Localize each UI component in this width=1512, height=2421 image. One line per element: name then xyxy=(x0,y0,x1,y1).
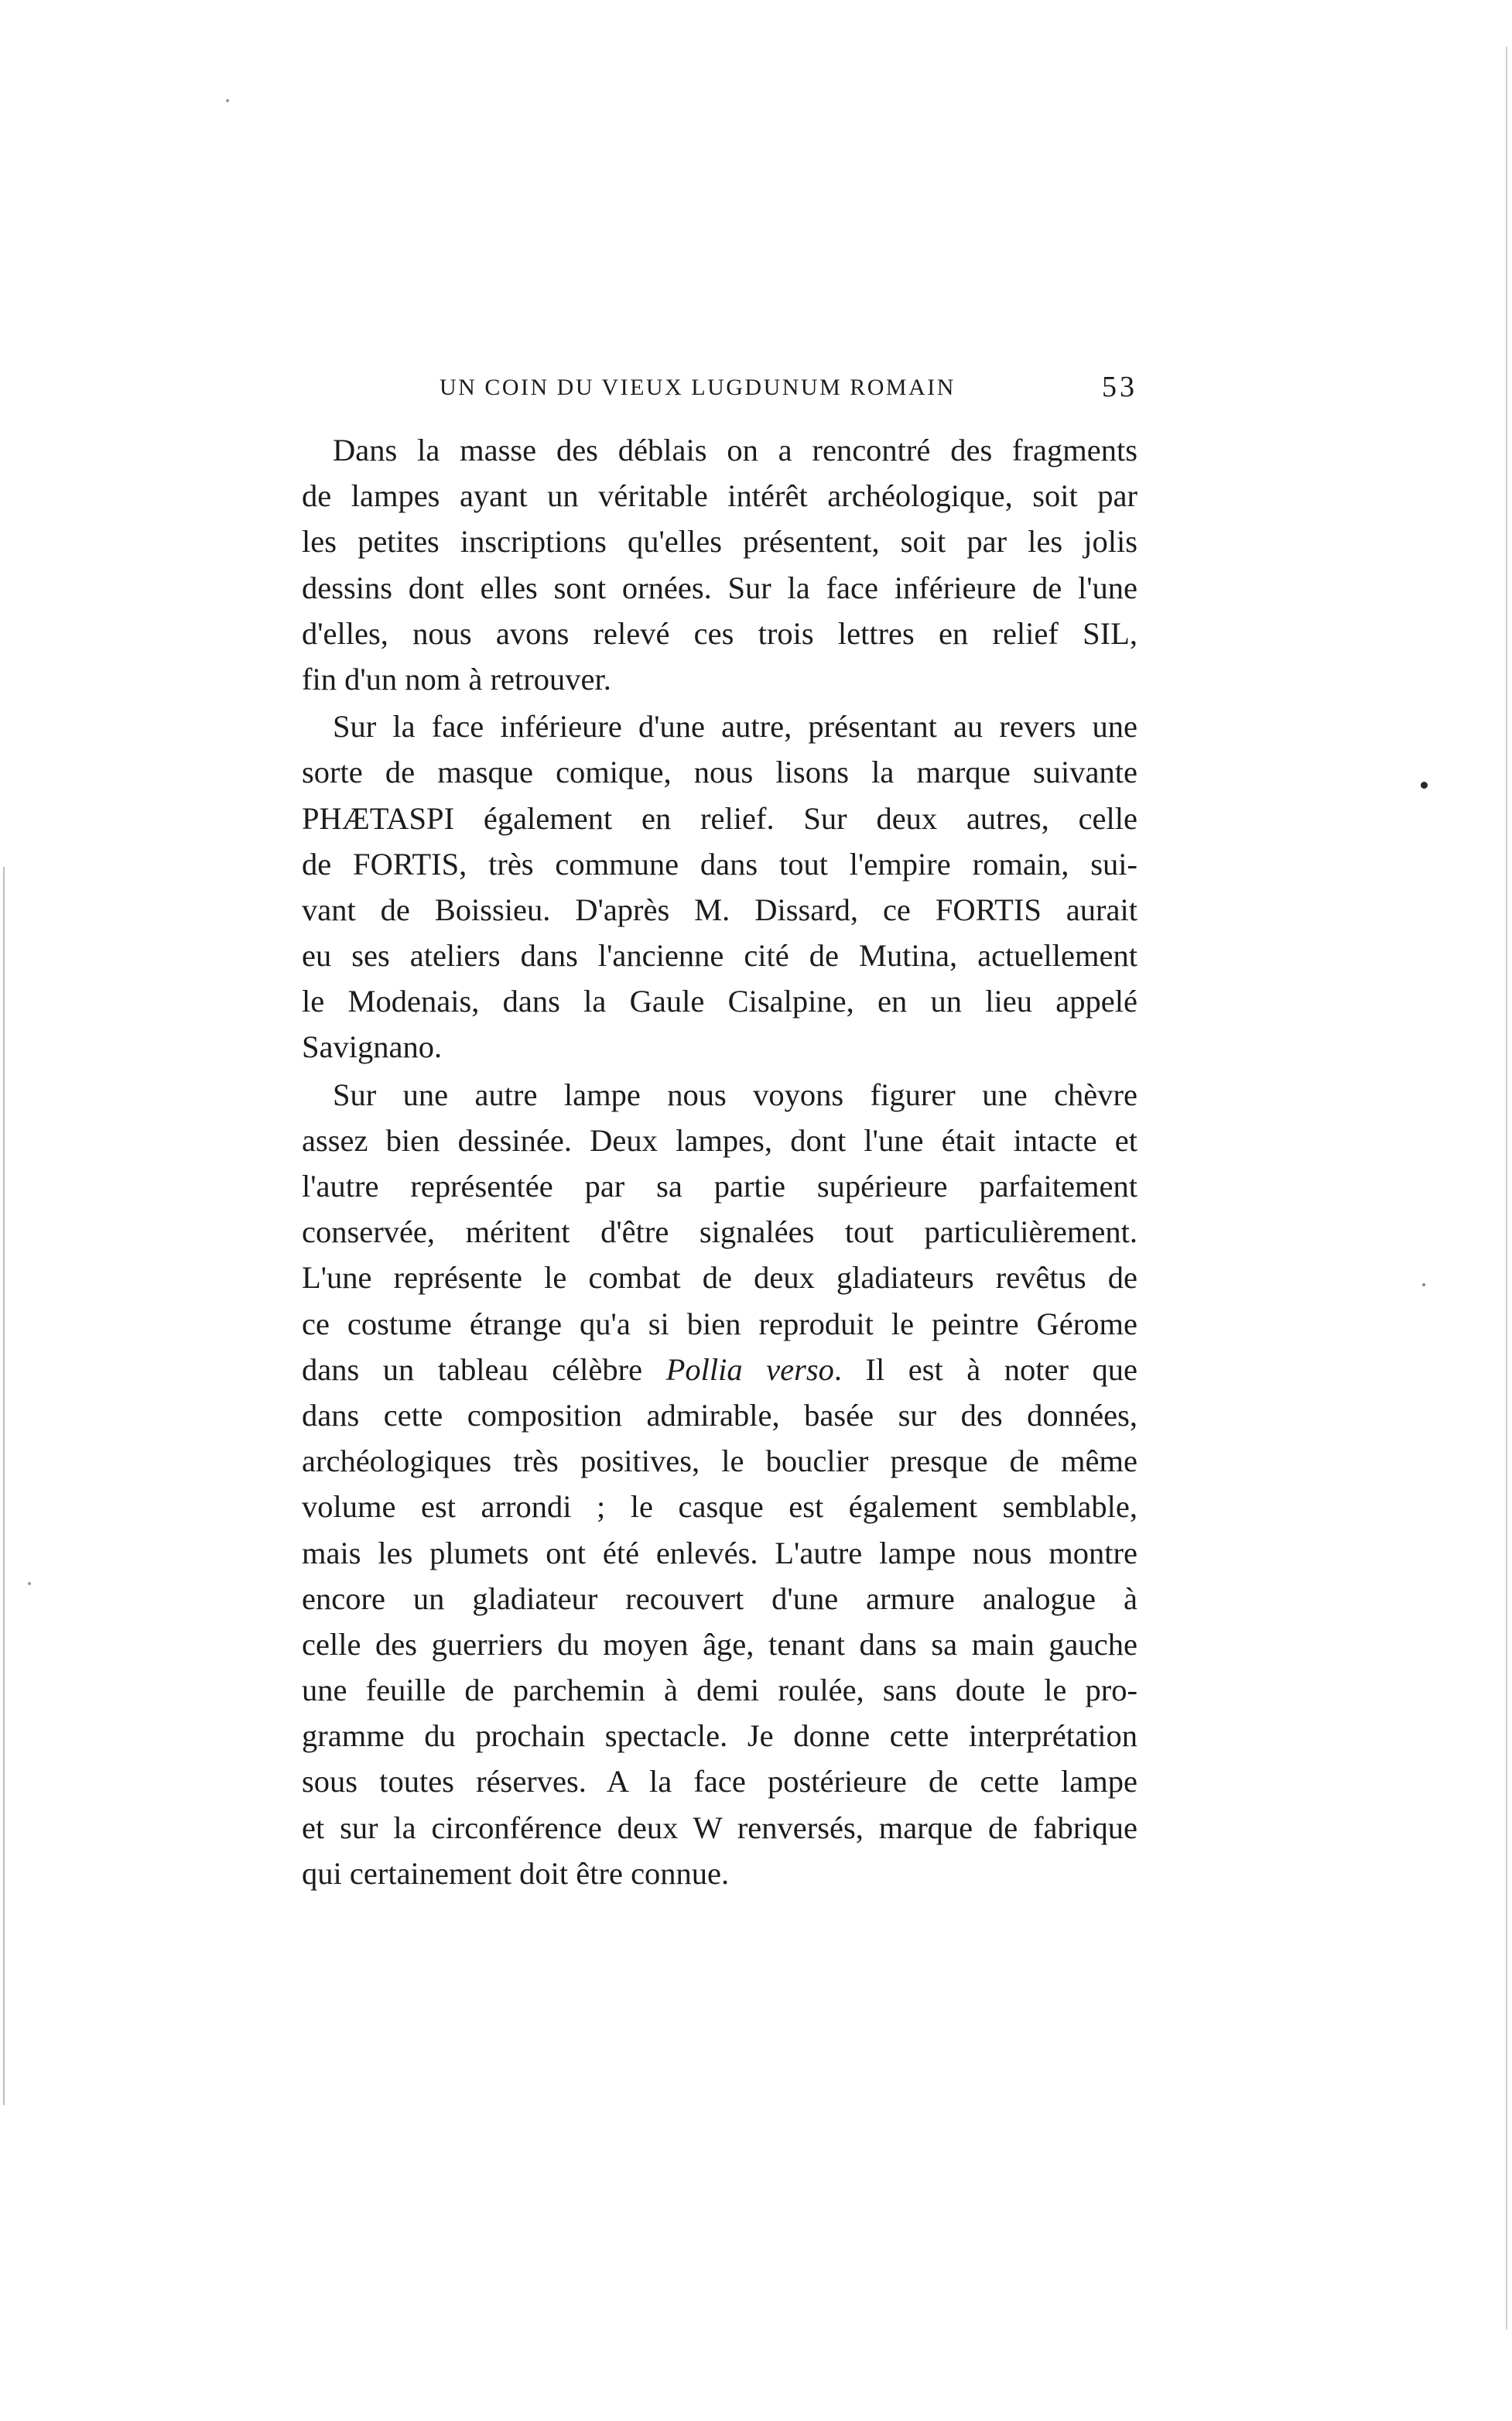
text-line: dans cette composition admirable, basée sur des données, xyxy=(302,1397,1137,1433)
text-line: L'une représente le combat de deux gladiateurs revêtus de xyxy=(302,1260,1137,1296)
text-line: encore un gladiateur recouvert d'une armure analogue à xyxy=(302,1580,1137,1616)
ink-speck xyxy=(1421,782,1428,789)
text-line: Savignano. xyxy=(302,1029,443,1065)
paragraph-2 xyxy=(302,704,1137,1070)
text-line: volume est arrondi ; le casque est également semblable, xyxy=(302,1489,1137,1525)
text-line: dessins dont elles sont ornées. Sur la face inférieure de l'une xyxy=(302,570,1137,605)
text-line: PHÆTASPI également en relief. Sur deux autres, celle xyxy=(302,800,1137,836)
text-line: Sur la face inférieure d'une autre, présentant au revers une xyxy=(333,709,1137,745)
text-line: Sur une autre lampe nous voyons figurer une chèvre xyxy=(333,1077,1137,1112)
painting-title: Pollia verso xyxy=(665,1351,834,1387)
ink-speck xyxy=(226,99,229,102)
text-line: ce costume étrange qu'a si bien reproduit le peintre Gérome xyxy=(302,1306,1137,1341)
text-line: l'autre représentée par sa partie supérieure parfaitement xyxy=(302,1169,1137,1204)
text-line: sorte de masque comique, nous lisons la marque suivante xyxy=(302,755,1137,790)
text-line-with-italic xyxy=(302,1347,1137,1392)
line-end: . Il est à noter que xyxy=(833,1351,1138,1387)
text-line: conservée, méritent d'être signalées tout particulièrement. xyxy=(302,1214,1137,1250)
text-line: de FORTIS, très commune dans tout l'empire romain, sui- xyxy=(302,846,1137,882)
text-line: de lampes ayant un véritable intérêt archéologique, soit par xyxy=(302,478,1137,514)
page-number: 53 xyxy=(1102,371,1137,403)
page-header xyxy=(302,370,1137,409)
text-line: et sur la circonférence deux W renversés, marque de fabrique xyxy=(302,1810,1137,1845)
text-line: une feuille de parchemin à demi roulée, sans doute le pro- xyxy=(302,1673,1137,1708)
text-line: qui certainement doit être connue. xyxy=(302,1855,730,1891)
ink-speck xyxy=(28,1582,31,1585)
text-line: assez bien dessinée. Deux lampes, dont l'une était intacte et xyxy=(302,1122,1137,1158)
text-line: sous toutes réserves. A la face postérieure de cette lampe xyxy=(302,1764,1137,1799)
text-line: d'elles, nous avons relevé ces trois lettres en relief SIL, xyxy=(302,615,1137,651)
body-text xyxy=(302,427,1137,1896)
text-line: celle des guerriers du moyen âge, tenant dans sa main gauche xyxy=(302,1626,1137,1662)
text-line: les petites inscriptions qu'elles présentent, soit par les jolis xyxy=(302,524,1137,560)
text-line: le Modenais, dans la Gaule Cisalpine, en un lieu appelé xyxy=(302,984,1137,1019)
right-margin-rule xyxy=(1506,46,1507,2330)
text-line: mais les plumets ont été enlevés. L'autre lampe nous montre xyxy=(302,1535,1137,1570)
text-line: Dans la masse des déblais on a rencontré des fragments xyxy=(333,433,1137,467)
paragraph-3 xyxy=(302,1072,1137,1896)
text-line: eu ses ateliers dans l'ancienne cité de Mutina, actuellement xyxy=(302,938,1137,974)
paragraph-1 xyxy=(302,427,1137,702)
text-line: archéologiques très positives, le bouclier presque de même xyxy=(302,1443,1137,1479)
text-line: vant de Boissieu. D'après M. Dissard, ce FORTIS aurait xyxy=(302,892,1137,927)
running-head: UN COIN DU VIEUX LUGDUNUM ROMAIN xyxy=(440,375,956,400)
text-line: gramme du prochain spectacle. Je donne cette interprétation xyxy=(302,1718,1137,1754)
line-start: dans un tableau célèbre xyxy=(302,1351,643,1387)
left-margin-rule xyxy=(3,867,5,2105)
ink-speck xyxy=(1422,1283,1425,1286)
text-line: fin d'un nom à retrouver. xyxy=(302,661,611,697)
